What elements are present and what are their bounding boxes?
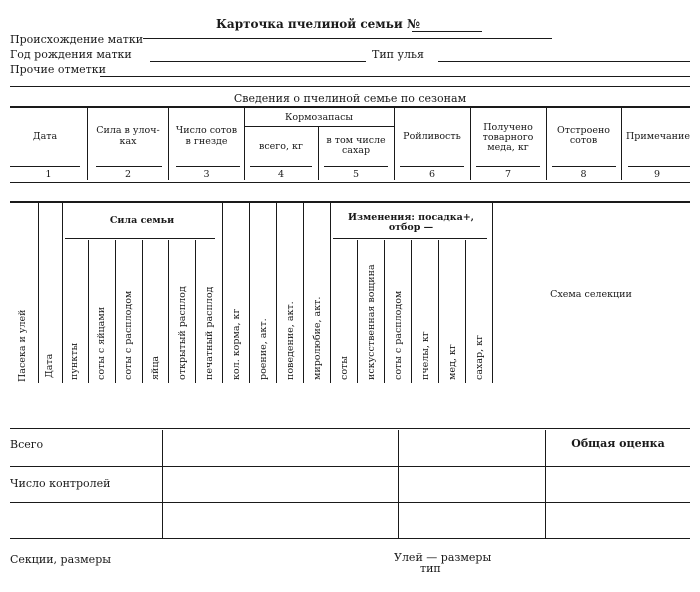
- separator-line: [10, 86, 690, 87]
- col-changes-sugar: сахар, кг: [474, 334, 485, 380]
- col-note: Примечание: [626, 131, 690, 142]
- col-feed: Кормозапасы: [285, 112, 353, 123]
- col-changes-bees: пчелы, кг: [420, 331, 431, 380]
- col-feed-qty: кол. корма, кг: [231, 308, 242, 380]
- seasons-top-rule: [10, 106, 690, 108]
- footer-hives-line1: Улей — размеры: [394, 551, 492, 564]
- changes-heading-line1: Изменения: посадка+,: [347, 212, 474, 223]
- col-behavior: поведение, акт.: [285, 301, 296, 380]
- card-title: Карточка пчелиной семьи №: [216, 17, 420, 31]
- other-notes-line: [100, 76, 690, 77]
- col-eggs: яйца: [150, 355, 161, 380]
- col-open-brood: открытый расплод: [177, 286, 188, 380]
- col-number: 5: [352, 169, 360, 180]
- col-number: 7: [504, 169, 512, 180]
- col-changes-honey: мед, кг: [447, 344, 458, 380]
- col-changes-combs-brood: соты с расплодом: [393, 290, 404, 380]
- col-combs-line1: Число сотов: [175, 125, 238, 136]
- col-number: 8: [580, 169, 587, 180]
- col-combs-eggs: соты с яйцами: [96, 306, 107, 380]
- col-feed-sugar-line2: сахар: [341, 145, 371, 156]
- family-strength-heading: Сила семьи: [109, 215, 175, 226]
- changes-heading-line2: отбор —: [388, 222, 434, 233]
- col-changes-foundation: искусственная вощина: [366, 264, 377, 380]
- footer-sections: Секции, размеры: [10, 553, 111, 566]
- birth-year-label: Год рождения матки: [10, 48, 132, 61]
- col-strength-line1: Сила в улоч-: [96, 125, 160, 136]
- col-built-line1: Отстроено: [556, 125, 611, 136]
- strength-top-rule: [10, 201, 690, 203]
- col-built-line2: сотов: [569, 135, 598, 146]
- col-combs-line2: в гнезде: [185, 136, 228, 147]
- footer-hives-line2: тип: [420, 562, 441, 575]
- col-sealed-brood: печатный расплод: [204, 286, 215, 380]
- summary-total: Всего: [10, 438, 44, 451]
- col-date: Дата: [32, 131, 58, 142]
- col-swarm-behavior: роение, акт.: [258, 318, 269, 380]
- col-number: 9: [653, 169, 661, 180]
- col-points: пункты: [69, 342, 80, 380]
- col-honey-line1: Получено: [483, 122, 533, 133]
- col-feed-total: всего, кг: [259, 141, 303, 152]
- col-honey-line3: меда, кг: [487, 142, 529, 153]
- col-feed-sugar-line1: в том числе: [326, 135, 386, 146]
- origin-line: [143, 38, 552, 39]
- selection-scheme: Схема селекции: [550, 289, 632, 300]
- origin-label: Происхождение матки: [10, 33, 144, 46]
- summary-controls: Число контролей: [10, 477, 111, 490]
- hive-type-label: Тип улья: [372, 48, 424, 61]
- col-date: Дата: [44, 353, 55, 378]
- other-notes-label: Прочие отметки: [10, 63, 106, 76]
- col-swarming: Ройливость: [403, 131, 461, 142]
- col-peacefulness: миролюбие, акт.: [312, 296, 323, 380]
- col-number: 2: [124, 169, 132, 180]
- col-strength-line2: ках: [119, 136, 137, 147]
- col-combs-brood: соты с расплодом: [123, 290, 134, 380]
- hive-type-line: [438, 61, 690, 62]
- card-number-line: [412, 31, 482, 32]
- birth-year-line: [150, 61, 366, 62]
- col-apiary-hive: Пасека и улей: [17, 309, 28, 382]
- col-number: 1: [45, 169, 52, 180]
- col-number: 3: [203, 169, 210, 180]
- seasons-heading: Сведения о пчелиной семье по сезонам: [233, 92, 467, 105]
- summary-overall: Общая оценка: [571, 437, 665, 450]
- col-number: 4: [277, 169, 285, 180]
- col-changes-combs: соты: [339, 356, 350, 380]
- col-number: 6: [428, 169, 436, 180]
- col-honey-line2: товарного: [482, 132, 534, 143]
